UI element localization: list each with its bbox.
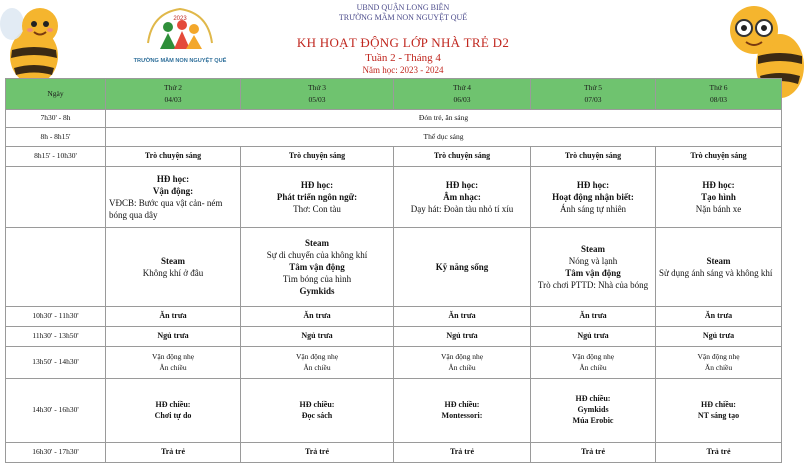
reception-cell: Đón trẻ, ăn sáng (106, 110, 782, 128)
activity-cell: Trò chuyện sáng (394, 147, 531, 167)
time-cell (6, 228, 106, 307)
lunch-cell: Ăn trưa (531, 307, 656, 327)
afternoon-snack-cell: Vận động nhẹ Ăn chiều (531, 347, 656, 379)
school-year: Năm học: 2023 - 2024 (362, 65, 444, 75)
time-cell: 7h30' - 8h (6, 110, 106, 128)
pickup-cell: Trả trẻ (106, 443, 241, 463)
nap-cell: Ngủ trưa (106, 327, 241, 347)
day-header-mon: Thứ 2 04/03 (106, 79, 241, 110)
table-row (6, 147, 782, 167)
nap-cell: Ngủ trưa (394, 327, 531, 347)
lunch-cell: Ăn trưa (106, 307, 241, 327)
page-title: KH HOẠT ĐỘNG LỚP NHÀ TRẺ D2 (296, 35, 510, 50)
lunch-cell: Ăn trưa (394, 307, 531, 327)
header-row (6, 79, 782, 110)
nap-cell: Ngủ trưa (531, 327, 656, 347)
time-cell: 10h30' - 11h30' (6, 307, 106, 327)
time-cell: 16h30' - 17h30' (6, 443, 106, 463)
pickup-cell: Trả trẻ (656, 443, 782, 463)
day-header-fri: Thứ 6 08/03 (656, 79, 782, 110)
steam-cell: Kỹ năng sống (394, 228, 531, 307)
lesson-cell: HĐ học: Phát triển ngôn ngữ: Thơ: Con tàu (241, 167, 394, 228)
org-line-2: TRƯỜNG MẦM NON NGUYỆT QUẾ (338, 13, 468, 22)
day-header-thu: Thứ 5 07/03 (531, 79, 656, 110)
afternoon-activity-cell: HĐ chiều: Đọc sách (241, 379, 394, 443)
org-line-1: UBND QUẬN LONG BIÊN (356, 3, 450, 12)
afternoon-snack-cell: Vận động nhẹ Ăn chiều (241, 347, 394, 379)
nap-cell: Ngủ trưa (241, 327, 394, 347)
lesson-cell: HĐ học: Tạo hình Nặn bánh xe (656, 167, 782, 228)
afternoon-snack-cell: Vận động nhẹ Ăn chiều (106, 347, 241, 379)
lesson-cell: HĐ học: Hoạt động nhận biết: Ánh sáng tự nhiên (531, 167, 656, 228)
steam-cell: Steam Sự di chuyển của không khí Tâm vận động Tìm bóng của hình Gymkids (241, 228, 394, 307)
pickup-cell: Trả trẻ (241, 443, 394, 463)
table-row (6, 379, 782, 443)
day-header-wed: Thứ 4 06/03 (394, 79, 531, 110)
table-row (6, 128, 782, 147)
table-row (6, 110, 782, 128)
afternoon-snack-cell: Vận động nhẹ Ăn chiều (394, 347, 531, 379)
lunch-cell: Ăn trưa (241, 307, 394, 327)
time-cell (6, 167, 106, 228)
pickup-cell: Trả trẻ (531, 443, 656, 463)
lesson-cell: HĐ học: Âm nhạc: Dạy hát: Đoàn tàu nhỏ tí xíu (394, 167, 531, 228)
steam-cell: Steam Nóng và lạnh Tâm vận động Trò chơi PTTD: Nhà của bóng (531, 228, 656, 307)
afternoon-activity-cell: HĐ chiều: Chơi tự do (106, 379, 241, 443)
activity-cell: Trò chuyện sáng (656, 147, 782, 167)
schedule-table (5, 78, 782, 463)
afternoon-activity-cell: HĐ chiều: NT sáng tạo (656, 379, 782, 443)
afternoon-activity-cell: HĐ chiều: Gymkids Múa Erobic (531, 379, 656, 443)
table-row (6, 307, 782, 327)
day-header-tue: Thứ 3 05/03 (241, 79, 394, 110)
time-cell: 14h30' - 16h30' (6, 379, 106, 443)
exercise-cell: Thể dục sáng (106, 128, 782, 147)
table-row (6, 327, 782, 347)
afternoon-snack-cell: Vận động nhẹ Ăn chiều (656, 347, 782, 379)
afternoon-activity-cell: HĐ chiều: Montessori: (394, 379, 531, 443)
pickup-cell: Trả trẻ (394, 443, 531, 463)
lunch-cell: Ăn trưa (656, 307, 782, 327)
time-cell: 8h - 8h15' (6, 128, 106, 147)
activity-cell: Trò chuyện sáng (531, 147, 656, 167)
time-cell: 11h30' - 13h50' (6, 327, 106, 347)
time-cell: 13h50' - 14h30' (6, 347, 106, 379)
week-label: Tuần 2 - Tháng 4 (365, 52, 441, 64)
table-row (6, 347, 782, 379)
activity-cell: Trò chuyện sáng (106, 147, 241, 167)
table-row (6, 443, 782, 463)
corner-cell: Ngày (6, 79, 106, 110)
logo-name: TRƯỜNG MẦM NON NGUYỆT QUẾ (133, 58, 227, 64)
nap-cell: Ngủ trưa (656, 327, 782, 347)
steam-cell: Steam Không khí ở đâu (106, 228, 241, 307)
time-cell: 8h15' - 10h30' (6, 147, 106, 167)
table-row (6, 228, 782, 307)
steam-cell: Steam Sử dụng ánh sáng và không khí (656, 228, 782, 307)
logo-year: 2023 (173, 16, 187, 22)
table-row (6, 167, 782, 228)
activity-cell: Trò chuyện sáng (241, 147, 394, 167)
page-header (0, 0, 806, 78)
lesson-cell: HĐ học: Vận động: VĐCB: Bước qua vật cản- ném bóng qua dây (106, 167, 241, 228)
